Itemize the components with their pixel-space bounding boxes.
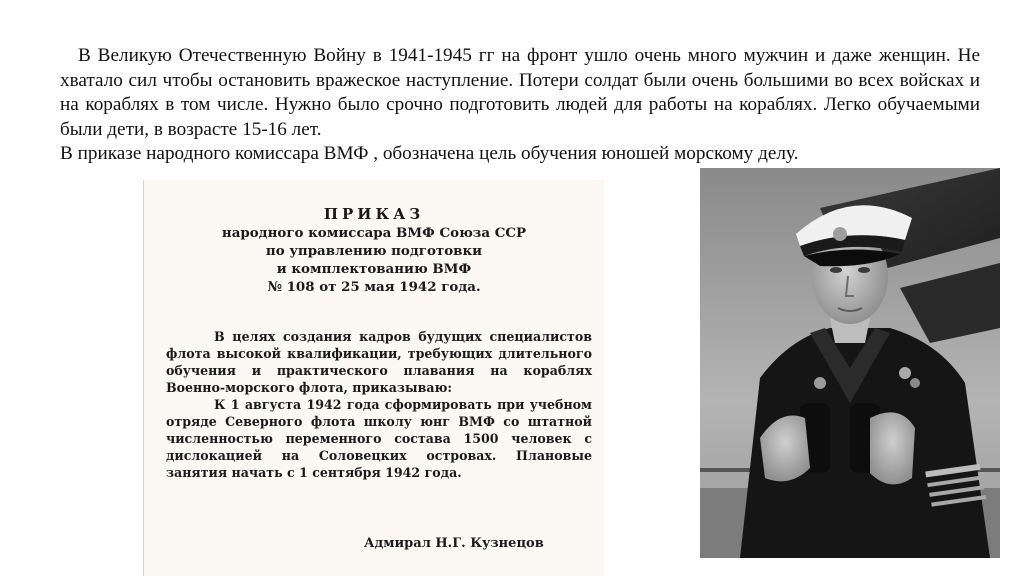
order-body bbox=[166, 328, 592, 481]
order-document-image bbox=[143, 180, 604, 576]
intro-paragraph-2: В приказе народного комиссара ВМФ , обозначена цель обучения юношей морскому делу. bbox=[60, 143, 799, 164]
order-body-paragraph-1: В целях создания кадров будущих специалистов флота высокой квалификации, требующих длительного обучения и практического плавания на кораблях Военно-морского флота, приказываю: bbox=[166, 329, 592, 395]
order-signature: Адмирал Н.Г. Кузнецов bbox=[364, 536, 544, 551]
order-header-line: и комплектованию ВМФ bbox=[276, 261, 472, 277]
intro-paragraph-1: В Великую Отечественную Войну в 1941-1945 гг на фронт ушло очень много мужчин и даже женщин. Не хватало сил чтобы остановить вражеское наступление. Потери солдат были очень большими во всех войсках и на кораблях в том числе. Нужно было срочно подготовить людей для работы на кораблях. Легко обучаемыми были дети, в возрасте 15-16 лет. bbox=[60, 45, 980, 140]
portrait-admiral-icon bbox=[700, 168, 1000, 558]
order-header-line: по управлению подготовки bbox=[265, 243, 483, 259]
order-header bbox=[144, 205, 604, 296]
order-header-line: № 108 от 25 мая 1942 года. bbox=[267, 279, 481, 295]
order-header-line: народного комиссара ВМФ Союза ССР bbox=[221, 225, 527, 241]
order-body-paragraph-2: К 1 августа 1942 года сформировать при учебном отряде Северного флота школу юнг ВМФ со штатной численностью переменного состава 1500 человек с дислокацией на Соловецких островах. Плановые занятия начать с 1 сентября 1942 года. bbox=[166, 397, 592, 480]
intro-text bbox=[60, 44, 980, 167]
order-title: ПРИКАЗ bbox=[323, 205, 425, 223]
